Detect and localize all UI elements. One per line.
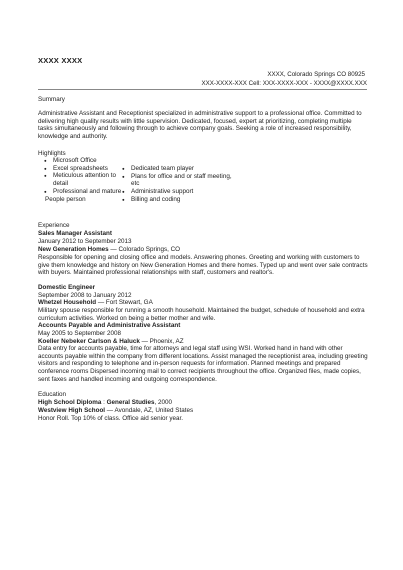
job-description: Responsible for opening and closing office and models. Answering phones. Greeting and working with customers to give them knowledge and history on New Generation Homes and there homes. Typed up and went over sale contracts with buyers. Maintained professional relationships with staff, customers and realtor's.: [38, 254, 368, 277]
highlight-tail: People person: [45, 195, 86, 203]
highlights-heading: Highlights: [38, 150, 66, 157]
summary-heading: Summary: [38, 96, 65, 103]
candidate-name: XXXX XXXX: [38, 56, 83, 65]
education-school: Westview High School — Avondale, AZ, United States: [38, 407, 194, 414]
job-dates: September 2008 to January 2012: [38, 292, 132, 299]
experience-heading: Experience: [38, 222, 70, 229]
header-divider: [38, 89, 367, 90]
highlight-item: ● Microsoft Office: [44, 157, 128, 165]
job-dates: May 2005 to September 2008: [38, 330, 121, 337]
address-line: XXXX, Colorado Springs CO 80925: [267, 71, 365, 78]
job-dates: January 2012 to September 2013: [38, 238, 132, 245]
education-note: Honor Roll. Top 10% of class. Office aid senior year.: [38, 415, 184, 422]
highlight-item: ● Meticulous attention to detail: [44, 172, 128, 187]
job-title: Accounts Payable and Administrative Assistant: [38, 322, 181, 329]
job-description: Data entry for accounts payable, time for attorneys and legal staff using WSI. Worked hand in hand with other accounts payable within the company from different locations. Assist managed the receptionist area, including greeting visitors and responding to telephone and in-person requests for information. Planned meetings and prepared conference rooms Dispersed incoming mail to correct recipients throughout the office. Organized files, made copies, sent faxes and handled incoming and outgoing correspondence.: [38, 345, 368, 383]
job-description: Military spouse responsible for running a smooth household. Maintained the budget, schedule of household and extra curriculum activities. Worked on being a better mother and wife.: [38, 307, 365, 322]
education-degree: High School Diploma : General Studies, 2000: [38, 399, 173, 406]
education-heading: Education: [38, 391, 67, 398]
highlights-left-column: [44, 157, 128, 203]
highlight-item: ● Professional and mature: [44, 188, 128, 196]
job-employer: Whetzel Household — Fort Stewart, GA: [38, 299, 153, 306]
highlight-item: ● Dedicated team player: [122, 165, 232, 173]
highlight-item: ● Administrative support: [122, 188, 232, 196]
summary-text: Administrative Assistant and Receptionist specialized in administrative support to a professional office. Committed to delivering high quality results with little supervision. Dedicated, focused, expert at prioritizing, completing multiple tasks simultaneously and following through to achieve company goals. Seeking a role of increased responsibility, knowledge and authority.: [38, 110, 362, 141]
job-employer: Koeller Nebeker Carlson & Haluck — Phoenix, AZ: [38, 338, 184, 345]
job-employer: New Generation Homes — Colorado Springs, CO: [38, 246, 181, 253]
highlight-item: ● Billing and coding: [122, 196, 232, 204]
highlight-item: ● Plans for office and or staff meeting, etc: [122, 173, 232, 188]
contact-line: XXX-XXXX-XXX Cell: XXX-XXXX-XXX - XXXX@XXXX.XXX: [201, 80, 367, 87]
job-title: Domestic Engineer: [38, 284, 96, 291]
highlight-item: ● Excel spreadsheets: [44, 165, 128, 173]
job-title: Sales Manager Assistant: [38, 230, 112, 237]
highlights-right-column: [122, 165, 232, 204]
